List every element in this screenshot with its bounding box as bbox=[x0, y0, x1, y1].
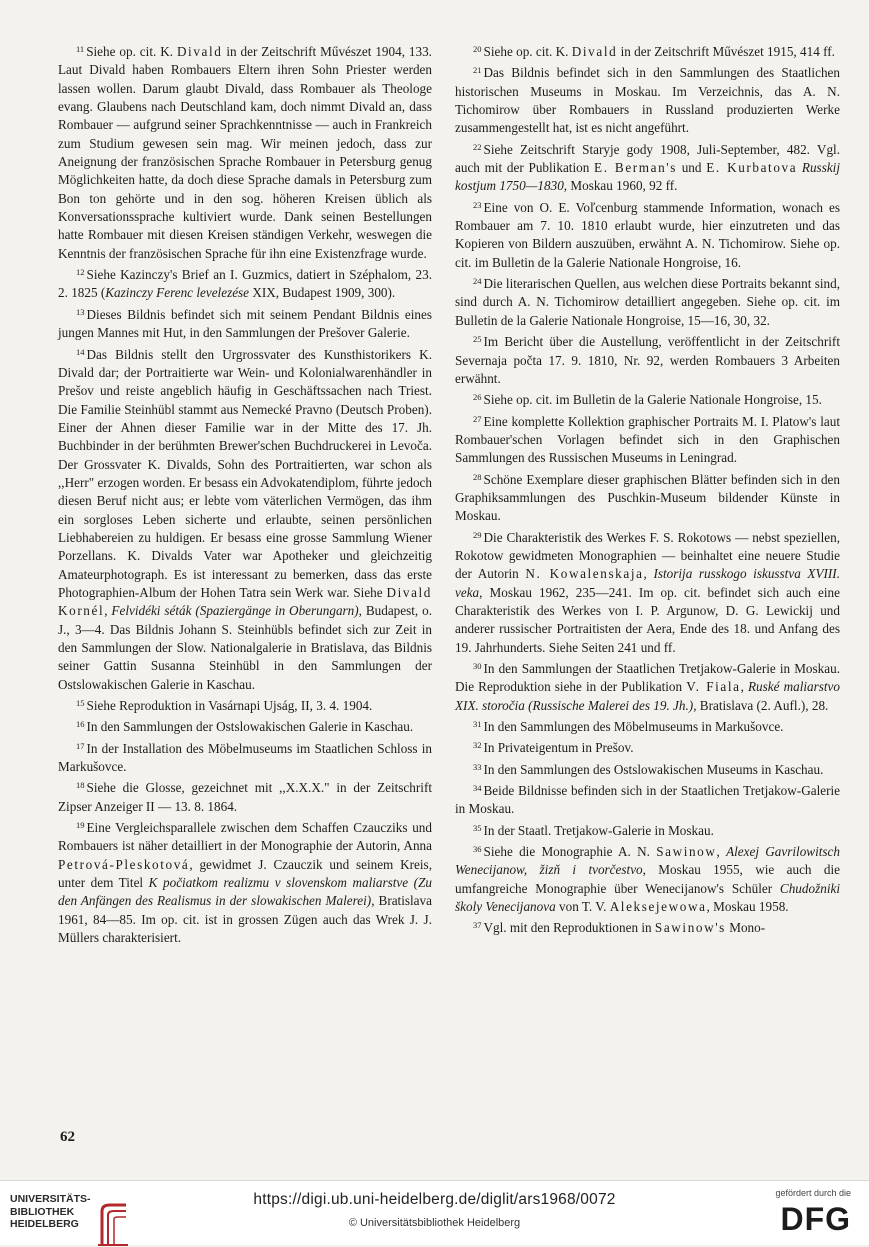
footnote-text: In den Sammlungen der Ostslowakischen Galerie in Kaschau. bbox=[86, 719, 414, 735]
footnote-author: Divald Kornél bbox=[58, 584, 432, 619]
footnote bbox=[58, 343, 432, 695]
footnote-author: Divald bbox=[176, 44, 223, 59]
footnote-number: 21 bbox=[473, 65, 482, 76]
footnote bbox=[58, 303, 432, 343]
footnote-text: Siehe die Monographie A. N. bbox=[483, 844, 657, 860]
footnote-title: Felvidéki séták (Spaziergänge in Oberungarn) bbox=[111, 603, 359, 619]
footnote bbox=[455, 758, 840, 779]
footnote-number: 26 bbox=[473, 392, 482, 403]
footnote-text: Siehe Reproduktion in Vasárnapi Ujság, II, 3. 4. 1904. bbox=[86, 698, 373, 714]
footnote-text: Siehe die Glosse, gezeichnet mit ,,X.X.X." in der Zeitschrift Zipser Anzeiger II — 13. 8. 1864. bbox=[58, 780, 432, 814]
footnote-text: Siehe op. cit. im Bulletin de la Galerie Nationale Hongroise, 15. bbox=[483, 392, 822, 408]
permalink-url[interactable]: https://digi.ub.uni-heidelberg.de/diglit/ars1968/0072 bbox=[253, 1191, 616, 1208]
footnote-author: Petrová-Pleskotová bbox=[58, 856, 190, 872]
footnote bbox=[455, 272, 840, 330]
footnote-number: 32 bbox=[473, 740, 482, 751]
footnote bbox=[455, 40, 840, 61]
footnote bbox=[58, 263, 432, 303]
footnote-author: E. Berman's bbox=[594, 160, 677, 176]
footnote-text: Eine von O. E. Voľcenburg stammende Information, wonach es Rombauer am 7. 10. 1810 erlaubt wurde, hier einzutreten und das Kopieren von Bildern auszuüben, erwähnt A. N. Tichomirow. Siehe op. cit. im Bulletin de la Galerie Nationale Hongroise, 16. bbox=[455, 199, 840, 270]
footnote bbox=[455, 196, 840, 272]
footnote-number: 34 bbox=[473, 783, 482, 794]
footnote-text: , bbox=[643, 566, 654, 582]
footnote bbox=[58, 776, 432, 816]
footnote-number: 18 bbox=[76, 780, 85, 791]
footnote-text: , Moskau 1962, 235—241. Im op. cit. befindet sich auch eine Charakteristik des Werkes von I. P. Argunow, D. G. Lewickij und anderer russischer Portraitisten der Aera, Ende des 18. und Anfang des 19. Jahrhunderts. Siehe Seiten 241 und ff. bbox=[455, 584, 840, 655]
footnote-number: 37 bbox=[473, 920, 482, 931]
footnote-title: Alexej Gavrilowitsch Wenecijanow, žizň i tvorčestvo bbox=[455, 844, 840, 878]
footnote bbox=[455, 657, 840, 715]
footnote bbox=[58, 694, 432, 715]
footnote-text: In den Sammlungen der Staatlichen Tretjakow-Galerie in Moskau. Die Reproduktion siehe in der Publikation bbox=[455, 661, 840, 695]
footnote bbox=[455, 779, 840, 819]
footnote-number: 14 bbox=[76, 346, 85, 357]
footnote-text: Schöne Exemplare dieser graphischen Blätter befinden sich in den Graphiksammlungen des Puschkin-Museum bildender Künste in Moskau. bbox=[455, 471, 840, 524]
copyright-notice: © Universitätsbibliothek Heidelberg bbox=[348, 1217, 521, 1229]
footnote-text: von T. V. bbox=[555, 899, 610, 915]
footnote-author: Sawinow's bbox=[654, 920, 726, 936]
footnote bbox=[455, 138, 840, 196]
footnote-number: 24 bbox=[473, 276, 482, 287]
footnote-text: Dieses Bildnis befindet sich mit seinem Pendant Bildnis eines jungen Mannes mit Hut, in den Sammlungen der Prešover Galerie. bbox=[58, 306, 432, 341]
footnote bbox=[455, 468, 840, 526]
footnote-text: Siehe op. cit. K. bbox=[86, 44, 177, 59]
footnote-author: E. Kurbatova bbox=[706, 160, 798, 176]
footnote bbox=[58, 816, 432, 947]
footnote-text: In den Sammlungen des Ostslowakischen Museums in Kaschau. bbox=[483, 761, 824, 777]
footnote-text: , bbox=[104, 603, 112, 619]
footnote-text: Beide Bildnisse befinden sich in der Staatlichen Tretjakow-Galerie in Moskau. bbox=[455, 783, 840, 817]
footnote-text: Mono- bbox=[725, 920, 766, 936]
footnote-text: XIX, Budapest 1909, 300). bbox=[249, 285, 396, 301]
footnote-text: In den Sammlungen des Möbelmuseums in Markušovce. bbox=[483, 719, 784, 735]
footnote-author: V. Fiala bbox=[686, 679, 741, 695]
footnote-text: , Moskau 1960, 92 ff. bbox=[563, 178, 678, 194]
footnotes-left-column bbox=[58, 40, 432, 948]
footnote bbox=[455, 526, 840, 657]
footnote-number: 36 bbox=[473, 844, 482, 855]
footnote-title: Istorija russkogo iskusstva XVIII. veka bbox=[455, 566, 840, 600]
footnote-author: Sawinow bbox=[656, 844, 717, 860]
footnote-title: Chudožniki školy Venecijanova bbox=[455, 880, 840, 915]
footnote-title: Ruské maliarstvo XIX. storočia (Russische Malerei des 19. Jh.) bbox=[455, 679, 840, 713]
footnote bbox=[455, 410, 840, 468]
footnote-number: 23 bbox=[473, 199, 482, 210]
footnote-number: 20 bbox=[473, 44, 482, 54]
footnote-number: 27 bbox=[473, 413, 482, 424]
footnote bbox=[455, 819, 840, 840]
footnote-number: 35 bbox=[473, 822, 482, 833]
footnote-number: 11 bbox=[76, 44, 85, 54]
footnote-number: 25 bbox=[473, 334, 482, 345]
footnote-text: in der Zeitschrift Művészet 1904, 133. Laut Divald haben Rombauers Eltern ihren Sohn Priester werden lassen wollen. Darum glaubt Divald, dass Rombauer als Theologe evang. Glaubens nach Deutschland kam, doch nimmt Divald an, dass Rombauer — aufgrund seiner Sprachkenntnisse — auch in Frankreich zum Studium gewesen sein mag. Wir meinen jedoch, dass zur Aneignung der französischen Sprache Rombauer in Petersburg genug Möglichkeiten hatte, da doch diese Sprache damals in Petersburg zum Bon ton gehörte und in den sog. höheren Kreisen üblich als Konversationssprache kultiviert wurde. Dank seinen Bestellungen hatte Rombauer mit diesen Kreisen ständigen Verkehr, weswegen die Kenntnis der französischen Sprache für ihn eine Existenzfrage wurde. bbox=[58, 44, 432, 261]
viewer-footer bbox=[0, 1180, 869, 1245]
footnote-author: Aleksejewowa bbox=[609, 899, 707, 915]
footnote-text: , Budapest, o. J., 3—4. Das Bildnis Johann S. Steinhübls befindet sich zur Zeit in den Sammlungen der Slow. Nationalgalerie in Bratislava, das Bildnis seiner Gattin Susanna Steinhübl in den Sammlungen der Ostslowakischen Galerie in Kaschau. bbox=[58, 603, 432, 692]
footnote-text: , gewidmet J. Czauczik und seinem Kreis, unter dem Titel bbox=[58, 856, 432, 891]
footnote-author: Divald bbox=[571, 44, 618, 59]
footnote-title: Russkij kostjum 1750—1830 bbox=[455, 160, 841, 194]
footnote bbox=[455, 916, 840, 937]
footnote-text: Die literarischen Quellen, aus welchen diese Portraits bekannt sind, sind durch A. N. Tichomirow detailliert angegeben. Siehe op. cit. im Bulletin de la Galerie Nationale Hongroise, 15—16, 30, 32. bbox=[455, 276, 840, 328]
footnote-number: 12 bbox=[76, 267, 85, 278]
page-number: 62 bbox=[60, 1129, 75, 1145]
footnote-title: K počiatkom realizmu v slovenskom maliarstve (Zu den Anfängen des Realismus in der slowakischen Malerei) bbox=[58, 875, 432, 909]
footnote-number: 28 bbox=[473, 471, 482, 482]
footnote-text: , Moskau 1958. bbox=[706, 899, 789, 915]
footnotes-right-column bbox=[455, 40, 840, 938]
footnote-text: Siehe op. cit. K. bbox=[483, 44, 572, 59]
footnote-author: N. Kowalenskaja bbox=[525, 566, 644, 582]
footnote bbox=[455, 61, 840, 137]
footnote-number: 13 bbox=[76, 306, 85, 317]
footnote-text: Eine Vergleichsparallele zwischen dem Schaffen Czaucziks und Rombauers ist näher detailliert in der Monographie der Autorin, Anna bbox=[58, 820, 432, 854]
footnote-text: Eine komplette Kollektion graphischer Portraits M. I. Platow's laut Rombauer'schen Vorlagen befindet sich in den Graphischen Sammlungen des Russischen Museums in Leningrad. bbox=[455, 413, 840, 466]
footnote-text: Vgl. mit den Reproduktionen in bbox=[483, 920, 655, 936]
footnote-text: In der Staatl. Tretjakow-Galerie in Moskau. bbox=[483, 822, 714, 838]
footnote-number: 30 bbox=[473, 661, 482, 671]
footnote-text: , bbox=[740, 679, 748, 695]
footnote-text: In der Installation des Möbelmuseums im Staatlichen Schloss in Markušovce. bbox=[58, 740, 432, 775]
funder-caption: gefördert durch die bbox=[775, 1188, 851, 1198]
footnote-text: , bbox=[716, 844, 727, 860]
footnote-number: 17 bbox=[76, 740, 85, 751]
footnote-text: Das Bildnis stellt den Urgrossvater des Kunsthistorikers K. Divald dar; der Portraitierte war Wein- und Kolonialwarenhändler in Prešov und reiste angeblich häufig in Geschäftssachen nach Triest. Die Familie Steinhübl stammt aus Nemecké Pravno (Deutsch Proben). Einer der Ahnen dieser Familie war in der Mitte des 17. Jh. Buchbinder in der berühmten Brewer'schen Buchdruckerei in Levoča. Der Grossvater K. Divalds, Sohn des Portraitierten, war schon als ,,Herr" erzogen worden. Er besass ein Advokatendiplom, führte jedoch diesen Beruf nicht aus; er lebte vom väterlichen Vermögen, das ihm ein sorgloses Leben sicherte und erlaubte, seinen persönlichen Liebhabereien zu huldigen. Er besass eine grosse Sammlung Wiener Porzellans. K. Divalds Vater war Apotheker und gleichzeitig Amateurphotograph. Es ist interessant zu bemerken, dass das erste Photographien-Album der Hohen Tatra sein Werk war. Siehe bbox=[58, 346, 432, 600]
footnote-text: , Bratislava (2. Aufl.), 28. bbox=[693, 697, 829, 713]
footnote-number: 15 bbox=[76, 698, 85, 709]
footnote-number: 16 bbox=[76, 719, 85, 730]
footnote-text: Die Charakteristik des Werkes F. S. Rokotows — nebst speziellen, Rokotow gewidmeten Monographien — beinhaltet eine neuere Studie der Autorin bbox=[455, 529, 840, 582]
footnote-title: Kazinczy Ferenc levelezése bbox=[105, 285, 250, 301]
footnote bbox=[455, 388, 840, 409]
footnote-number: 31 bbox=[473, 719, 482, 730]
footnote-text: In Privateigentum in Prešov. bbox=[483, 740, 634, 756]
footnote-text: , Moskau 1955, wie auch die umfangreiche Monographie über Wenecijanow's Schüler bbox=[455, 862, 840, 896]
footnote-number: 29 bbox=[473, 529, 482, 540]
footnote-text: Das Bildnis befindet sich in den Sammlungen des Staatlichen historischen Museums in Moskau. Im Verzeichnis, das A. N. Tichomirow über Rombauers in Russland produzierten Werke zusammengestellt hat, ist es nicht angeführt. bbox=[455, 65, 840, 136]
footnote bbox=[455, 840, 840, 916]
footnote-text: Im Bericht über die Austellung, veröffentlicht in der Zeitschrift Severnaja počta 17. 9. 1810, Nr. 92, werden Rombauers 3 Arbeiten erwähnt. bbox=[455, 334, 840, 386]
footnote-text: Siehe Zeitschrift Staryje gody 1908, Juli-September, 482. Vgl. auch mit der Publikation bbox=[455, 141, 840, 176]
footnote bbox=[455, 736, 840, 757]
library-logo-text: UNIVERSITÄTS-BIBLIOTHEK HEIDELBERG bbox=[10, 1193, 91, 1230]
footnote bbox=[455, 715, 840, 736]
footnote-text: in der Zeitschrift Művészet 1915, 414 ff. bbox=[617, 44, 835, 59]
footnote-number: 33 bbox=[473, 761, 482, 772]
footnote-text: Siehe Kazinczy's Brief an I. Guzmics, datiert in Széphalom, 23. 2. 1825 ( bbox=[58, 267, 432, 301]
footnote-text: und bbox=[676, 160, 707, 176]
footnote-text: , Bratislava 1961, 84—85. Im op. cit. ist in grossen Zügen auch das Wrek J. J. Müllers charakterisiert. bbox=[58, 893, 432, 946]
footnote bbox=[58, 40, 432, 263]
footnote-number: 19 bbox=[76, 820, 85, 831]
footnote bbox=[58, 715, 432, 736]
dfg-logo[interactable]: DFG bbox=[780, 1201, 851, 1237]
footnote-number: 22 bbox=[473, 141, 482, 152]
footnote bbox=[58, 737, 432, 777]
footnote bbox=[455, 330, 840, 388]
